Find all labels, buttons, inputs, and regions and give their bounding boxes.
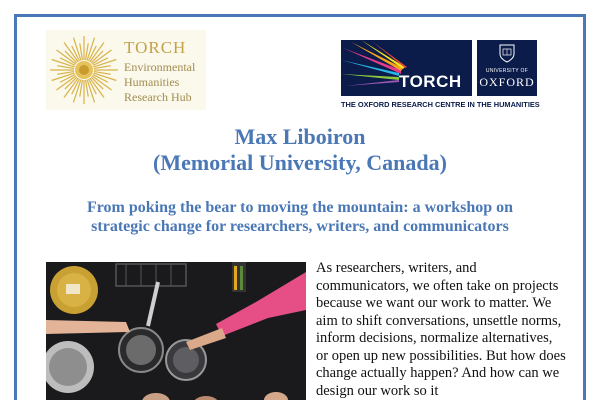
workshop-title-line-2: strategic change for researchers, writers, and communicators xyxy=(91,218,509,235)
workshop-title xyxy=(20,198,580,236)
oxford-label: OXFORD xyxy=(479,75,535,89)
kitchen-scene-image xyxy=(46,262,306,400)
speaker-affiliation: (Memorial University, Canada) xyxy=(153,150,447,175)
university-of-label: UNIVERSITY OF xyxy=(485,68,529,74)
torch-tagline: THE OXFORD RESEARCH CENTRE IN THE HUMANITIES xyxy=(341,100,540,109)
workshop-title-line-1: From poking the bear to moving the mountain: a workshop on xyxy=(86,199,514,216)
oxford-crest-icon xyxy=(499,44,515,63)
eh-torch-label: TORCH xyxy=(124,38,187,57)
eh-line-3: Research Hub xyxy=(124,90,192,104)
speaker-name: Max Liboiron xyxy=(234,124,366,149)
eh-research-hub-logo xyxy=(46,30,206,110)
workshop-description: As researchers, writers, and communicators, we often take on projects because we want our work to matter. We aim to shift conversations, unsettle norms, inform decisions, normalize alternatives, or open up new possibilities. But how does change actually happen? And how can we design our work so it xyxy=(316,260,566,399)
torch-wordmark: TORCH xyxy=(399,72,462,91)
eh-line-2: Humanities xyxy=(124,75,180,89)
sunburst-icon xyxy=(48,34,120,106)
torch-logo xyxy=(341,40,472,96)
eh-line-1: Environmental xyxy=(124,60,196,74)
workshop-photo xyxy=(46,262,306,400)
oxford-logo xyxy=(477,40,537,96)
